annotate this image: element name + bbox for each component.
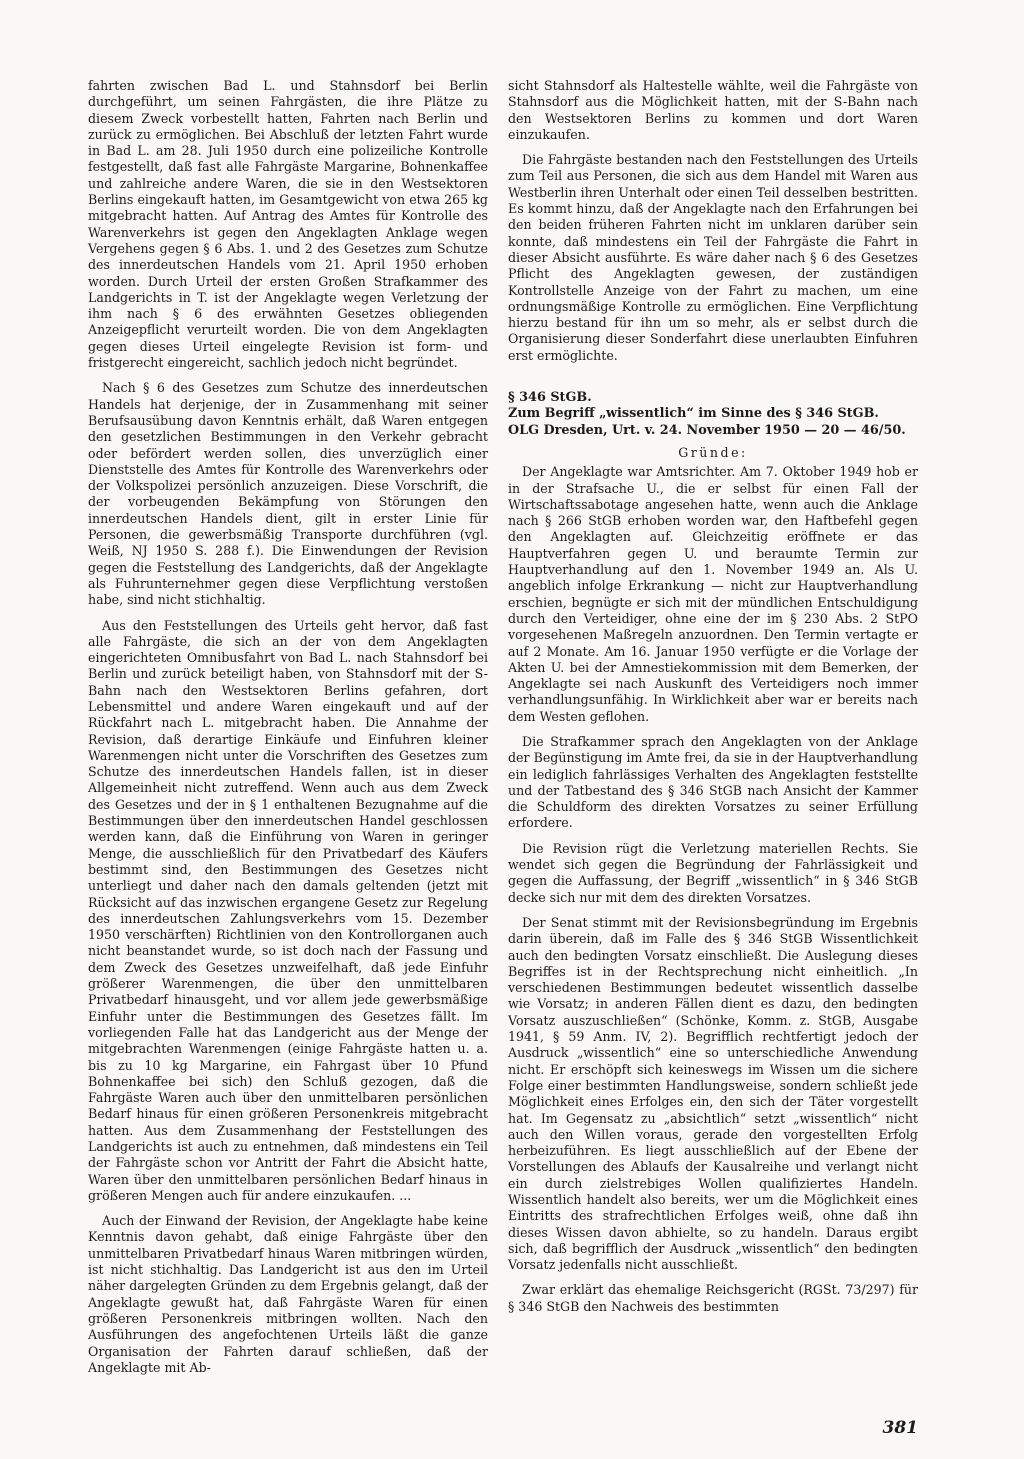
paragraph: Der Angeklagte war Amtsrichter. Am 7. Oktober 1949 hob er in der Strafsache U., die er selbst für einen Fall der Wirtschaftssabotage angesehen hatte, wenn auch die Anklage nach § 266 StGB erhoben worden war, den Haftbefehl gegen den Angeklagten auf. Gleichzeitig eröffnete er das Hauptverfahren gegen U. und beraumte Termin zur Hauptverhandlung auf den 1. November 1949 an. Als U. angeblich infolge Erkrankung — nicht zur Hauptverhandlung erschien, begnügte er sich mit der mündlichen Entschuldigung durch den Verteidiger, ohne eine der im § 230 Abs. 2 StPO vorgesehenen Maßregeln anzuordnen. Den Termin vertagte er auf 2 Monate. Am 16. Januar 1950 verfügte er die Vorlage der Akten U. bei der Amnestiekommission mit dem Bemerken, der Angeklagte sei nach Auskunft des Verteidigers noch immer verhandlungsunfähig. In Wirklichkeit aber war er bereits nach dem Westen geflohen. [508,464,918,724]
paragraph: Der Senat stimmt mit der Revisionsbegründung im Ergebnis darin überein, daß im Falle des § 346 StGB Wissentlichkeit auch den bedingten Vorsatz einschließt. Die Auslegung dieses Begriffes ist in der Rechtsprechung nicht einheitlich. „In verschiedenen Bestimmungen bedeutet wissentlich dasselbe wie Vorsatz; in anderen Fällen dient es dazu, den bedingten Vorsatz auszuschließen“ (Schönke, Komm. z. StGB, Ausgabe 1941, § 59 Anm. IV, 2). Begrifflich rechtfertigt jedoch der Ausdruck „wissentlich“ eine so unterschiedliche Anwendung nicht. Er erschöpft sich keineswegs im Wissen um die sichere Folge einer bestimmten Handlungsweise, sondern schließt jede Möglichkeit eines Erfolges ein, den sich der Täter vorgestellt hat. Im Gegensatz zu „absichtlich“ setzt „wissentlich“ nicht auch den Willen voraus, gerade den vorgestellten Erfolg herbeizuführen. Es liegt ausschließlich auf der Ebene der Vorstellungen des Ablaufs der Kausalreihe und verlangt nicht ein durch zielstrebiges Wollen qualifiziertes Handeln. Wissentlich handelt also bereits, wer um die Möglichkeit eines Eintritts des strafrechtlichen Erfolges weiß, ohne daß ihn dieses Wissen davon abhielte, so zu handeln. Daraus ergibt sich, daß begrifflich der Ausdruck „wissentlich“ den bedingten Vorsatz jedenfalls nicht ausschließt. [508,914,918,1273]
paragraph: Die Fahrgäste bestanden nach den Feststellungen des Urteils zum Teil aus Personen, die sich aus dem Handel mit Waren aus Westberlin ihren Unterhalt oder einen Teil desselben bestritten. Es kommt hinzu, daß der Angeklagte nach den Erfahrungen bei den beiden früheren Fahrten nicht im unklaren darüber sein konnte, daß mindestens ein Teil der Fahrgäste die Fahrt in dieser Absicht ausführte. Es wäre daher nach § 6 des Gesetzes Pflicht des Angeklagten gewesen, der zuständigen Kontrollstelle Anzeige von der Fahrt zu machen, um eine ordnungsmäßige Kontrolle zu ermöglichen. Eine Verpflichtung hierzu bestand für ihn um so mehr, als er selbst durch die Organisierung dieser Sonderfahrt diese unerlaubten Einfuhren erst ermöglichte. [508,152,918,363]
paragraph: Zwar erklärt das ehemalige Reichsgericht (RGSt. 73/297) für § 346 StGB den Nachweis des bestimmten [508,1282,918,1314]
paragraph: Aus den Feststellungen des Urteils geht hervor, daß fast alle Fahrgäste, die sich an der von dem Angeklagten eingerichteten Omnibusfahrt von Bad L. nach Stahnsdorf bei Berlin und zurück beteiligt haben, von Stahnsdorf mit der S-Bahn nach den Westsektoren Berlins gefahren, dort Lebensmittel und andere Waren eingekauft und auf der Rückfahrt nach L. mitgebracht haben. Die Annahme der Revision, daß derartige Einkäufe und Einfuhren kleiner Warenmengen nicht unter die Vorschriften des Gesetzes zum Schutze des innerdeutschen Handels fallen, ist in dieser Allgemeinheit nicht zutreffend. Wenn auch aus dem Zweck des Gesetzes und der in § 1 enthaltenen Bezugnahme auf die Bestimmungen über den innerdeutschen Handel geschlossen werden kann, daß die Einführung von Waren in geringer Menge, die ausschließlich für den Privatbedarf des Käufers bestimmt sind, den Bestimmungen des Gesetzes nicht unterliegt und daher nach den damals geltenden (jetzt mit Rücksicht auf das inzwischen ergangene Gesetz zur Regelung des innerdeutschen Zahlungsverkehrs vom 15. Dezember 1950 verschärften) Richtlinien von den Kontrollorganen auch nicht beanstandet wurde, so ist doch nach der Fassung und dem Zweck des Gesetzes unzweifelhaft, daß jede Einfuhr größerer Warenmengen, die über den unmittelbaren Privatbedarf hinausgeht, und vor allem jede gewerbsmäßige Einfuhr unter die Bestimmungen des Gesetzes fällt. Im vorliegenden Falle hat das Landgericht aus der Menge der mitgebrachten Warenmengen (einige Fahrgäste hatten u. a. bis zu 10 kg Margarine, ein Fahrgast über 10 Pfund Bohnenkaffee bei sich) den Schluß gezogen, daß die Fahrgäste Waren auch über den unmittelbaren persönlichen Bedarf hinaus für einen größeren Personenkreis mitgebracht hatten. Aus dem Zusammenhang der Feststellungen des Landgerichts ist auch zu entnehmen, daß mindestens ein Teil der Fahrgäste schon vor Antritt der Fahrt die Absicht hatte, Waren über den unmittelbaren persönlichen Bedarf hinaus in größeren Mengen auch für andere einzukaufen. ... [88,617,488,1203]
section-subheading: Zum Begriff „wissentlich“ im Sinne des § 346 StGB. [508,406,879,422]
right-column [508,78,918,1324]
page-number: 381 [882,1418,918,1438]
paragraph: fahrten zwischen Bad L. und Stahnsdorf bei Berlin durchgeführt, um seinen Fahrgästen, die ihre Plätze zu diesem Zweck vorbestellt hatten, Fahrten nach Berlin und zurück zu ermöglichen. Bei Abschluß der letzten Fahrt wurde in Bad L. am 28. Juli 1950 durch eine polizeiliche Kontrolle festgestellt, daß fast alle Fahrgäste Margarine, Bohnenkaffee und zahlreiche andere Waren, die sie in den Westsektoren Berlins eingekauft hatten, im Gesamtgewicht von etwa 265 kg mitgebracht hatten. Auf Antrag des Amtes für Kontrolle des Warenverkehrs ist gegen den Angeklagten Anklage wegen Vergehens gegen § 6 Abs. 1. und 2 des Gesetzes zum Schutze des innerdeutschen Handels vom 21. April 1950 erhoben worden. Durch Urteil der ersten Großen Strafkammer des Landgerichts in T. ist der Angeklagte wegen Verletzung der ihm nach § 6 des erwähnten Gesetzes obliegenden Anzeigepflicht verurteilt worden. Die von dem Angeklagten gegen dieses Urteil eingelegte Revision ist form- und fristgerecht eingereicht, sachlich jedoch nicht begründet. [88,78,488,371]
paragraph: Auch der Einwand der Revision, der Angeklagte habe keine Kenntnis davon gehabt, daß einige Fahrgäste über den unmittelbaren Privatbedarf hinaus Waren mitbringen würden, ist nicht stichhaltig. Das Landgericht ist aus den im Urteil näher dargelegten Gründen zu dem Ergebnis gelangt, daß der Angeklagte gewußt hat, daß Fahrgäste Waren für einen größeren Personenkreis mitbringen wollten. Nach den Ausführungen des angefochtenen Urteils läßt die ganze Organisation der Fahrten darauf schließen, daß der Angeklagte mit Ab- [88,1213,488,1375]
paragraph: Nach § 6 des Gesetzes zum Schutze des innerdeutschen Handels hat derjenige, der in Zusammenhang mit seiner Berufsausübung davon Kenntnis erhält, daß Waren entgegen den gesetzlichen Bestimmungen in den Verkehr gebracht oder befördert werden sollen, dies unverzüglich einer Dienststelle des Amtes für Kontrolle des Warenverkehrs oder der Volkspolizei persönlich anzuzeigen. Diese Vorschrift, die der vorbeugenden Bekämpfung von Störungen den innerdeutschen Handels dient, gilt in erster Linie für Personen, die gewerbsmäßig Transporte durchführen (vgl. Weiß, NJ 1950 S. 288 f.). Die Einwendungen der Revision gegen die Feststellung des Landgerichts, daß der Angeklagte als Fuhrunternehmer gegen diese Verpflichtung verstoßen habe, sind nicht stichhaltig. [88,380,488,608]
section-heading: § 346 StGB. [508,390,592,406]
paragraph: Die Strafkammer sprach den Angeklagten von der Anklage der Begünstigung im Amte frei, da sie in der Hauptverhandlung ein lediglich fahrlässiges Verhalten des Angeklagten feststellte und der Tatbestand des § 346 StGB nach Ansicht der Kammer die Schuldform des direkten Vorsatzes zu seiner Erfüllung erfordere. [508,733,918,831]
left-column [88,78,488,1385]
court-citation: OLG Dresden, Urt. v. 24. November 1950 — 20 — 46/50. [508,422,906,438]
paragraph: sicht Stahnsdorf als Haltestelle wählte, weil die Fahrgäste von Stahnsdorf aus die Möglichkeit hatten, mit der S-Bahn nach den Westsektoren Berlins zu kommen und dort Waren einzukaufen. [508,78,918,142]
gruende-label: Gründe: [678,444,748,460]
paragraph: Die Revision rügt die Verletzung materiellen Rechts. Sie wendet sich gegen die Begründung der Fahrlässigkeit und gegen die Auffassung, der Begriff „wissentlich“ in § 346 StGB decke sich nur mit dem des direkten Vorsatzes. [508,840,918,905]
